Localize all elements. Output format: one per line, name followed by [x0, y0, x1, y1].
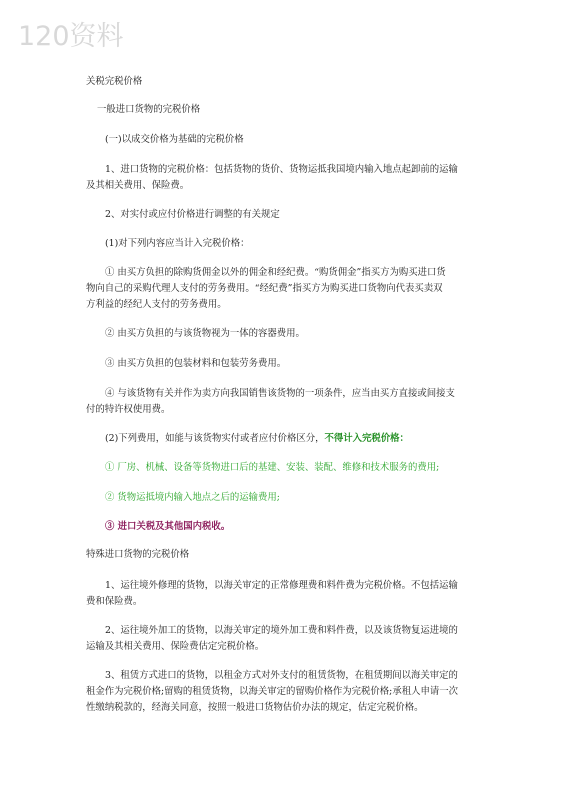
special-3-line-2: 租金作为完税价格;留购的租赁货物，以海关审定的留购价格作为完税价格;承租人申请一次 [86, 686, 458, 697]
special-1-line-1: 1、运往境外修理的货物，以海关审定的正常修理费和料件费为完税价格。不包括运输 [105, 580, 458, 591]
watermark-logo: 120资料 [18, 21, 124, 52]
item-royalty-line-1: ④ 与该货物有关并作为卖方向我国销售该货物的一项条件，应当由买方直接或间接支 [105, 388, 455, 399]
item-commission-line-1: ① 由买方负担的除购货佣金以外的佣金和经纪费。“购货佣金”指买方为购买进口货 [105, 267, 446, 278]
paragraph-exclude-list [105, 431, 409, 447]
heading-special-import: 特殊进口货物的完税价格 [86, 549, 190, 560]
item-commission-line-2: 物向自己的采购代理人支付的劳务费用。“经纪费”指买方为购买进口货物向代表买卖双 [86, 283, 443, 294]
subheading-general-import: 一般进口货物的完税价格 [97, 104, 201, 115]
paragraph-2: 2、对实付或应付价格进行调整的有关规定 [105, 209, 280, 220]
exclude-item-construction: ① 厂房、机械、设备等货物进口后的基建、安装、装配、维修和技术服务的费用; [105, 462, 440, 473]
exclude-item-tax: ③ 进口关税及其他国内税收。 [105, 521, 231, 532]
item-commission-line-3: 方利益的经纪人支付的劳务费用。 [86, 299, 227, 310]
heading-customs-value: 关税完税价格 [86, 76, 143, 87]
special-3-line-1: 3、租赁方式进口的货物，以租金方式对外支付的租赁货物，在租赁期间以海关审定的 [105, 670, 458, 681]
paragraph-1-line-1: 1、进口货物的完税价格：包括货物的货价、货物运抵我国境内输入地点起卸前的运输 [105, 164, 458, 175]
special-2-line-2: 运输及其相关费用、保险费估定完税价格。 [86, 641, 265, 652]
exclude-emphasis: 不得计入完税价格： [324, 433, 409, 444]
special-2-line-1: 2、运往境外加工的货物，以海关审定的境外加工费和料件费，以及该货物复运进境的 [105, 625, 458, 636]
item-container-cost: ② 由买方负担的与该货物视为一体的容器费用。 [105, 328, 305, 339]
paragraph-include-list: (1)对下列内容应当计入完税价格： [105, 238, 250, 249]
section-transaction-value: (一)以成交价格为基础的完税价格 [105, 134, 244, 145]
special-3-line-3: 性缴纳税款的，经海关同意，按照一般进口货物估价办法的规定，估定完税价格。 [86, 702, 424, 713]
exclude-intro: (2)下列费用，如能与该货物实付或者应付价格区分， [105, 433, 325, 444]
item-royalty-line-2: 付的特许权使用费。 [86, 404, 171, 415]
item-packing-cost: ③ 由买方负担的包装材料和包装劳务费用。 [105, 358, 287, 369]
paragraph-1-line-2: 及其相关费用、保险费。 [86, 180, 190, 191]
exclude-item-transport: ② 货物运抵境内输入地点之后的运输费用; [105, 492, 280, 503]
special-1-line-2: 费和保险费。 [86, 596, 143, 607]
